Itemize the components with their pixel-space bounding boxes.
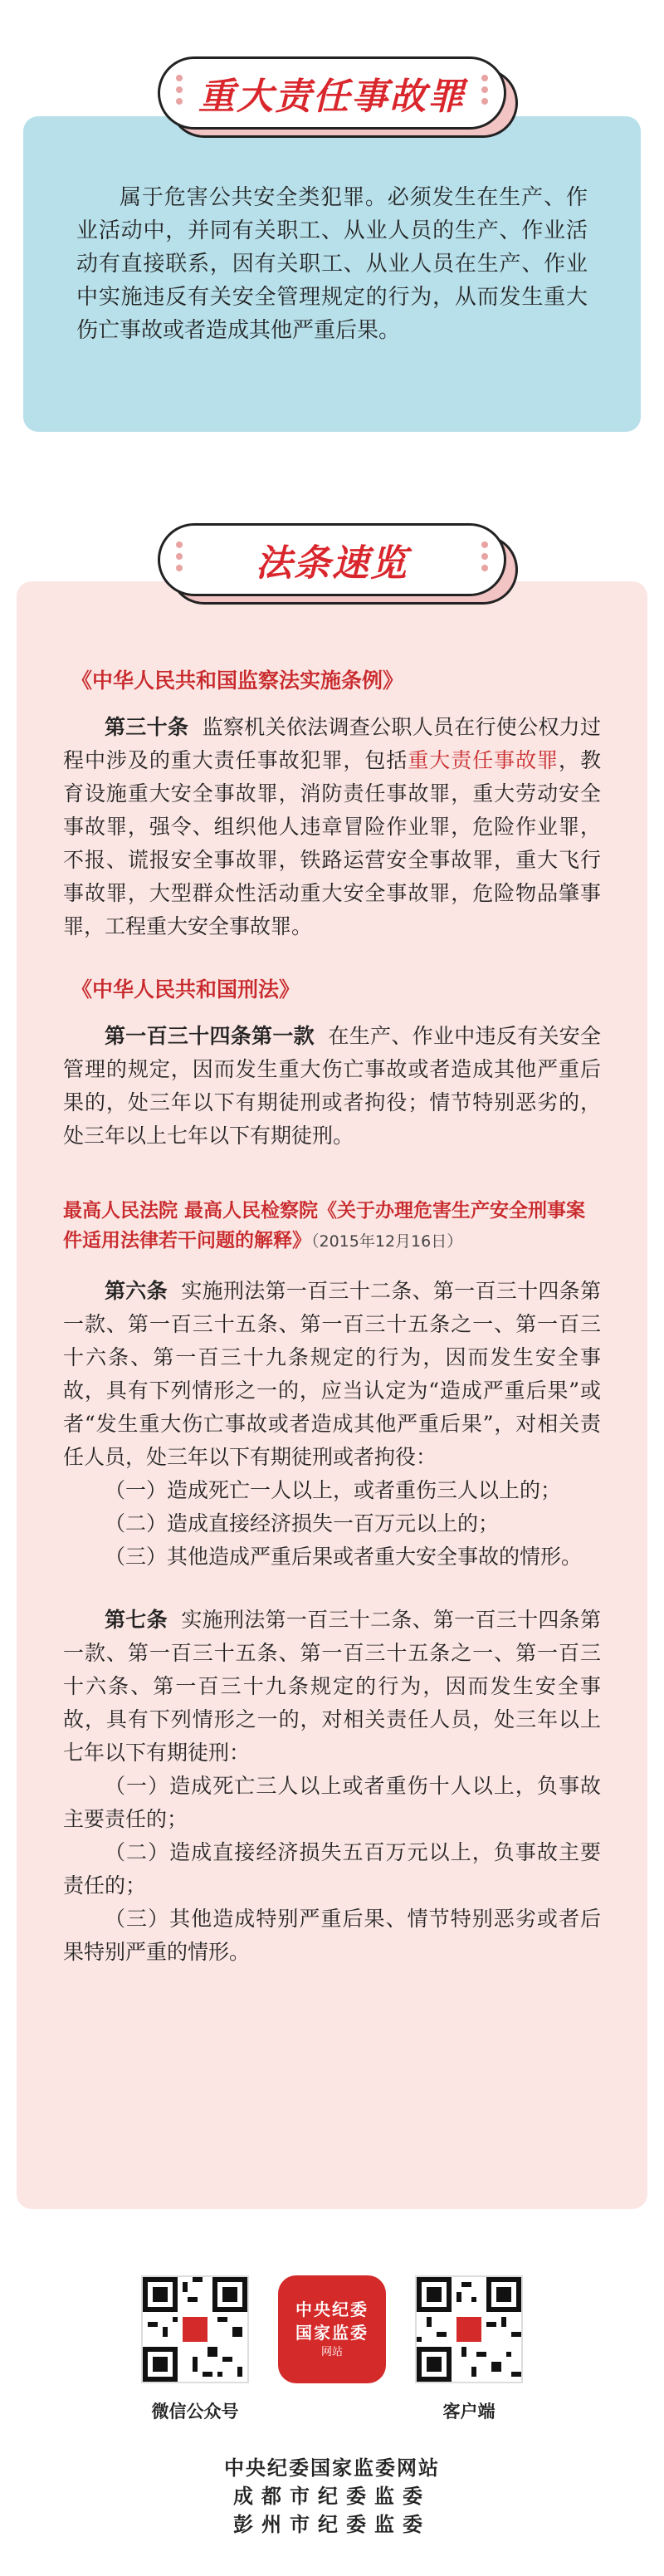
law2-article-label: 第一百三十四条第一款 (105, 1024, 315, 1048)
article6-item-1: （一）造成死亡一人以上，或者重伤三人以上的； (105, 1478, 562, 1502)
wechat-qr-code[interactable] (141, 2275, 249, 2383)
footer-icons (0, 2275, 664, 2433)
site-logo (278, 2275, 386, 2383)
section-title-law: 法条速览 (256, 542, 408, 585)
qr-code-icon (417, 2277, 521, 2382)
law1-article-label: 第三十条 (105, 715, 189, 739)
decorative-dots (176, 75, 183, 105)
section-title-crime: 重大责任事故罪 (198, 76, 466, 118)
footer-credits (0, 2454, 664, 2539)
section-title-banner-crime (158, 56, 506, 130)
law3-date: （2015年12月16日） (311, 1232, 463, 1251)
article6-text: 实施刑法第一百三十二条、第一百三十四条第一款、第一百三十五条、第一百三十五条之一、第一百三十六条、第一百三十九条规定的行为，因而发生安全事故，具有下列情形之一的，应当认定为“造成严重后果”或者“发生重大伤亡事故或者造成其他严重后果”，对相关责任人员，处三年以下有期徒刑或者拘役： (63, 1279, 601, 1469)
footer-line-1: 中央纪委国家监委网站 (224, 2456, 440, 2480)
law2-title: 《中华人民共和国刑法》 (71, 977, 300, 1002)
law1-title: 《中华人民共和国监察法实施条例》 (71, 668, 404, 693)
law-articles-panel (17, 581, 647, 2209)
client-qr-label: 客户端 (442, 2402, 496, 2422)
article7-label: 第七条 (105, 1608, 168, 1632)
article6-item-3: （三）其他造成严重后果或者重大安全事故的情形。 (105, 1545, 583, 1569)
wechat-qr-label: 微信公众号 (151, 2402, 239, 2422)
law2-body (63, 1020, 601, 1153)
law1-text-before: 监察机关依法调查公职人员在行使公权力过程中涉及的重大责任事故犯罪，包括 (63, 715, 601, 772)
footer-line-2: 成都市纪委监委 (233, 2485, 431, 2508)
logo-line-3: 网站 (320, 2346, 343, 2358)
law3-title-text: 最高人民法院 最高人民检察院《关于办理危害生产安全刑事案件适用法律若干问题的解释》 (63, 1200, 586, 1251)
article7-item-3: （三）其他造成特别严重后果、情节特别恶劣或者后果特别严重的情形。 (63, 1907, 601, 1964)
law1-highlight: 重大责任事故罪 (408, 748, 559, 772)
article7-item-1: （一）造成死亡三人以上或者重伤十人以上，负事故主要责任的； (63, 1774, 601, 1831)
logo-line-2: 国家监委 (295, 2323, 369, 2343)
footer-line-3: 彭州市纪委监委 (233, 2513, 431, 2536)
article6-item-2: （二）造成直接经济损失一百万元以上的； (105, 1511, 500, 1535)
article7-item-2: （二）造成直接经济损失五百万元以上，负事故主要责任的； (63, 1840, 601, 1898)
article6-label: 第六条 (105, 1279, 168, 1303)
definition-panel (23, 116, 641, 432)
article7-body (63, 1604, 601, 1770)
decorative-dots (481, 75, 488, 105)
article6-body (63, 1275, 601, 1474)
law2-text: 在生产、作业中违反有关安全管理的规定，因而发生重大伤亡事故或者造成其他严重后果的，处三年以下有期徒刑或者拘役；情节特别恶劣的，处三年以上七年以下有期徒刑。 (63, 1024, 601, 1148)
section-title-banner-law (158, 523, 506, 596)
decorative-dots (481, 541, 488, 571)
article7-text: 实施刑法第一百三十二条、第一百三十四条第一款、第一百三十五条、第一百三十五条之一、第一百三十六条、第一百三十九条规定的行为，因而发生安全事故，具有下列情形之一的，对相关责任人员，处三年以上七年以下有期徒刑： (63, 1608, 601, 1765)
logo-line-1: 中央纪委 (295, 2299, 369, 2319)
law1-text-after: ，教育设施重大安全事故罪，消防责任事故罪，重大劳动安全事故罪，强令、组织他人违章冒险作业罪，危险作业罪，不报、谎报安全事故罪，铁路运营安全事故罪，重大飞行事故罪，大型群众性活动重大安全事故罪，危险物品肇事罪，工程重大安全事故罪。 (63, 748, 601, 938)
decorative-dots (176, 541, 183, 571)
law3-title (63, 1196, 601, 1256)
definition-text: 属于危害公共安全类犯罪。必须发生在生产、作业活动中，并同有关职工、从业人员的生产、作业活动有直接联系，因有关职工、从业人员在生产、作业中实施违反有关安全管理规定的行为，从而发生重大伤亡事故或者造成其他严重后果。 (76, 185, 588, 343)
law1-body (63, 711, 601, 943)
qr-code-icon (143, 2277, 247, 2382)
client-qr-code[interactable] (415, 2275, 523, 2383)
